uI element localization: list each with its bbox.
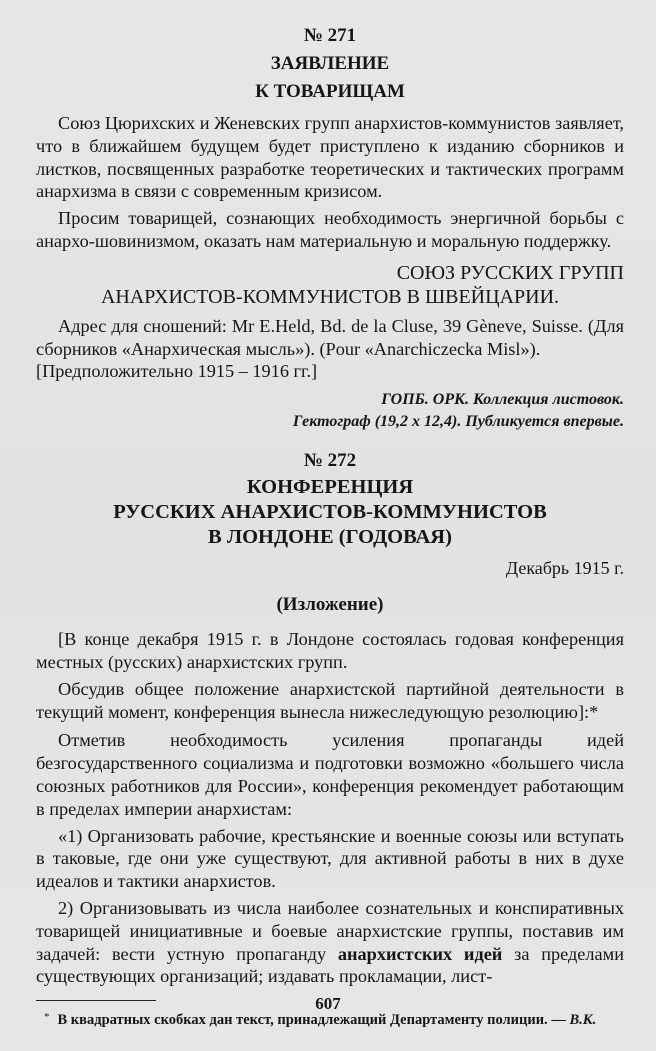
doc-272-paragraph-5-bold: анархистских идей	[337, 943, 503, 964]
page-content	[36, 18, 624, 1030]
doc-272-paragraph-5-text-b: за пределами существующих организаций; издавать прокламации, лист-	[36, 943, 625, 987]
doc-271-subtitle: К ТОВАРИЩАМ	[255, 81, 405, 102]
footnote-author: В.К.	[569, 1012, 597, 1029]
page-number: 607	[315, 994, 341, 1013]
doc-272-title-line-2: РУССКИХ АНАРХИСТОВ-КОММУНИСТОВ	[113, 501, 547, 524]
doc-271-source-archive: ГОПБ. ОРК. Коллекция листовок.	[381, 391, 624, 409]
doc-272-paragraph-2: Обсудив общее положение анархистской партийной деятельности в текущий момент, конференция вынесла нижеследующую резолюцию]:*	[36, 678, 624, 722]
footnote-text: В квадратных скобках дан текст, принадлежащий Департаменту полиции.	[57, 1012, 548, 1029]
doc-272-title-line-1: КОНФЕРЕНЦИЯ	[246, 476, 414, 499]
doc-272-paragraph-3: Отметив необходимость усиления пропаганды идей безгосударственного социализма и подготовки возможно «большего числа союзных работников для России», конференция рекомендует работающим в пределах империи анархистам:	[36, 730, 624, 819]
footnote-mark: *	[44, 1011, 50, 1024]
doc-271-paragraph-1: Союз Цюрихских и Женевских групп анархистов-коммунистов заявляет, что в ближайшем будущем будет приступлено к изданию сборников и листков, посвященных разработке теоретических и тактических программ анархизма в связи с современным кризисом.	[36, 113, 624, 202]
doc-272-number: № 272	[303, 450, 357, 472]
doc-272-title-line-3: В ЛОНДОНЕ (ГОДОВАЯ)	[208, 526, 452, 549]
doc-271-source-format: Гектограф (19,2 х 12,4). Публикуется впервые.	[292, 413, 624, 431]
doc-271-paragraph-2: Просим товарищей, сознающих необходимость энергичной борьбы с анархо-шовинизмом, оказать нам материальную и моральную поддержку.	[36, 208, 624, 251]
doc-271-title: ЗАЯВЛЕНИЕ	[270, 53, 390, 74]
doc-271-address: Адрес для сношений: Mr E.Held, Bd. de la Cluse, 39 Gèneve, Suisse. (Для сборников «Анархическая мысль»). (Pour «Anarchiczecka Misl»).	[36, 315, 624, 359]
doc-272-paragraph-5-text-a: 2) Организовывать из числа наиболее сознательных и конспиративных товарищей инициативные и боевые анархистские группы, поставив им задачей: вести устную пропаганду	[36, 897, 624, 964]
doc-272-paragraph-5	[36, 897, 624, 988]
doc-272-date: Декабрь 1915 г.	[505, 558, 624, 579]
doc-271-signature-line-1: СОЮЗ РУССКИХ ГРУПП	[396, 261, 624, 284]
doc-271-signature-line-2: АНАРХИСТОВ-КОММУНИСТОВ В ШВЕЙЦАРИИ.	[100, 285, 560, 308]
doc-271-number: № 271	[303, 25, 357, 46]
doc-272-subtitle: (Изложение)	[276, 594, 384, 616]
doc-272-paragraph-4: «1) Организовать рабочие, крестьянские и военные союзы или вступать в таковые, где они уже существуют, для активной работы в них в духе идеалов и тактики анархистов.	[36, 825, 624, 892]
doc-271-dating: [Предположительно 1915 – 1916 гг.]	[36, 361, 318, 382]
footnote-dash: —	[547, 1012, 570, 1029]
doc-272-paragraph-1: [В конце декабря 1915 г. в Лондоне состоялась годовая конференция местных (русских) анархистских групп.	[36, 629, 624, 672]
